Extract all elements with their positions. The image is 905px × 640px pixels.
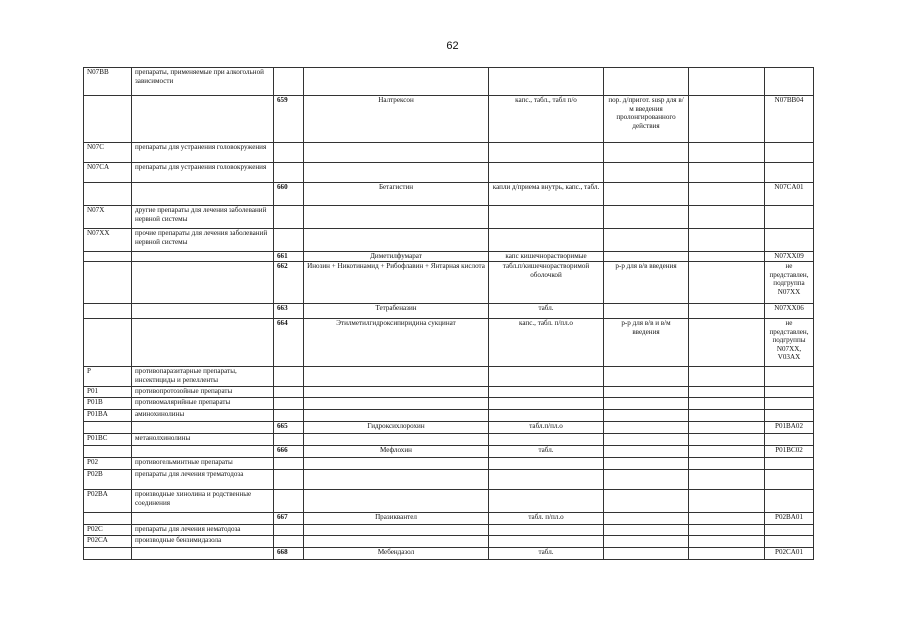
atc-group-code <box>84 446 132 458</box>
dosage-form <box>489 458 604 470</box>
atc-code <box>765 68 814 96</box>
route-form: р-р для в/в и в/м введения <box>604 319 689 367</box>
dosage-form <box>489 229 604 252</box>
row-number <box>274 458 304 470</box>
table-row <box>84 304 814 319</box>
atc-code: P01BA02 <box>765 422 814 434</box>
dosage-form <box>489 68 604 96</box>
drug-name <box>304 490 489 513</box>
row-number <box>274 434 304 446</box>
note-cell <box>689 229 765 252</box>
row-number <box>274 163 304 183</box>
atc-code <box>765 229 814 252</box>
table-row <box>84 319 814 367</box>
table-row <box>84 96 814 143</box>
dosage-form: капли д/приема внутрь, капс., табл. <box>489 183 604 206</box>
drug-name <box>304 470 489 490</box>
dosage-form <box>489 470 604 490</box>
table-row <box>84 262 814 304</box>
atc-group-code: P02CA <box>84 536 132 548</box>
dosage-form <box>489 206 604 229</box>
atc-code: P02CA01 <box>765 548 814 560</box>
page-number: 62 <box>446 40 459 52</box>
note-cell <box>689 513 765 525</box>
dosage-form: табл. <box>489 304 604 319</box>
atc-group-code: P01B <box>84 398 132 410</box>
note-cell <box>689 183 765 206</box>
route-form <box>604 143 689 163</box>
table-row <box>84 410 814 422</box>
group-name: препараты для устранения головокружения <box>132 163 274 183</box>
row-number <box>274 398 304 410</box>
atc-group-code: P01BC <box>84 434 132 446</box>
route-form <box>604 536 689 548</box>
row-number: 662 <box>274 262 304 304</box>
note-cell <box>689 398 765 410</box>
table-row <box>84 163 814 183</box>
drug-name: Гидроксихлорохин <box>304 422 489 434</box>
atc-code <box>765 470 814 490</box>
atc-group-code <box>84 513 132 525</box>
table-row <box>84 183 814 206</box>
drug-name <box>304 387 489 398</box>
dosage-form <box>489 536 604 548</box>
row-number <box>274 536 304 548</box>
row-number: 661 <box>274 252 304 262</box>
table-row <box>84 458 814 470</box>
atc-group-code <box>84 319 132 367</box>
atc-code: не представлен, подгруппа N07XX <box>765 262 814 304</box>
table-row <box>84 513 814 525</box>
atc-code <box>765 434 814 446</box>
atc-group-code <box>84 548 132 560</box>
group-name <box>132 262 274 304</box>
drug-name: Инозин + Никотинамид + Рибофлавин + Янтарная кислота <box>304 262 489 304</box>
table-row <box>84 470 814 490</box>
dosage-form <box>489 410 604 422</box>
table-row <box>84 536 814 548</box>
atc-group-code <box>84 183 132 206</box>
note-cell <box>689 143 765 163</box>
note-cell <box>689 490 765 513</box>
row-number <box>274 410 304 422</box>
table-row <box>84 206 814 229</box>
drug-list-table <box>83 67 814 560</box>
atc-code <box>765 398 814 410</box>
table-row <box>84 143 814 163</box>
group-name: прочие препараты для лечения заболеваний нервной системы <box>132 229 274 252</box>
group-name: метанолхинолины <box>132 434 274 446</box>
dosage-form: капс., табл. п/пл.о <box>489 319 604 367</box>
note-cell <box>689 470 765 490</box>
drug-name <box>304 143 489 163</box>
drug-name <box>304 525 489 536</box>
table-row <box>84 398 814 410</box>
row-number <box>274 367 304 387</box>
route-form <box>604 206 689 229</box>
atc-group-code: P02B <box>84 470 132 490</box>
drug-name <box>304 367 489 387</box>
row-number <box>274 525 304 536</box>
table-row <box>84 446 814 458</box>
atc-group-code: N07C <box>84 143 132 163</box>
dosage-form <box>489 525 604 536</box>
note-cell <box>689 68 765 96</box>
route-form <box>604 525 689 536</box>
route-form: пор. д/пригот. susp для в/м введения пролонгированного действия <box>604 96 689 143</box>
route-form <box>604 367 689 387</box>
row-number <box>274 387 304 398</box>
table-row <box>84 367 814 387</box>
group-name: препараты для устранения головокружения <box>132 143 274 163</box>
route-form <box>604 252 689 262</box>
group-name <box>132 304 274 319</box>
row-number <box>274 490 304 513</box>
dosage-form <box>489 490 604 513</box>
note-cell <box>689 206 765 229</box>
atc-group-code: P01 <box>84 387 132 398</box>
note-cell <box>689 446 765 458</box>
note-cell <box>689 410 765 422</box>
atc-group-code: P02 <box>84 458 132 470</box>
note-cell <box>689 387 765 398</box>
drug-name: Тетрабеназин <box>304 304 489 319</box>
atc-code: N07XX06 <box>765 304 814 319</box>
row-number: 665 <box>274 422 304 434</box>
route-form <box>604 163 689 183</box>
table-row <box>84 490 814 513</box>
route-form <box>604 398 689 410</box>
atc-code <box>765 387 814 398</box>
route-form <box>604 229 689 252</box>
note-cell <box>689 458 765 470</box>
atc-group-code: N07BB <box>84 68 132 96</box>
group-name: производные бензимидазола <box>132 536 274 548</box>
row-number: 668 <box>274 548 304 560</box>
group-name <box>132 548 274 560</box>
atc-code <box>765 410 814 422</box>
table-row <box>84 229 814 252</box>
table-row <box>84 387 814 398</box>
dosage-form <box>489 163 604 183</box>
group-name: другие препараты для лечения заболеваний нервной системы <box>132 206 274 229</box>
drug-name <box>304 458 489 470</box>
atc-code: N07BB04 <box>765 96 814 143</box>
row-number <box>274 229 304 252</box>
group-name <box>132 96 274 143</box>
dosage-form: капс., табл., табл п/о <box>489 96 604 143</box>
atc-code: N07CA01 <box>765 183 814 206</box>
dosage-form <box>489 387 604 398</box>
note-cell <box>689 548 765 560</box>
note-cell <box>689 262 765 304</box>
atc-group-code: N07XX <box>84 229 132 252</box>
drug-name <box>304 398 489 410</box>
group-name <box>132 446 274 458</box>
route-form <box>604 68 689 96</box>
atc-group-code <box>84 252 132 262</box>
atc-code <box>765 458 814 470</box>
group-name: противомалярийные препараты <box>132 398 274 410</box>
route-form <box>604 434 689 446</box>
group-name: препараты, применяемые при алкогольной зависимости <box>132 68 274 96</box>
atc-group-code: N07CA <box>84 163 132 183</box>
drug-name <box>304 163 489 183</box>
drug-name <box>304 434 489 446</box>
dosage-form <box>489 143 604 163</box>
row-number: 659 <box>274 96 304 143</box>
atc-code <box>765 536 814 548</box>
row-number: 664 <box>274 319 304 367</box>
atc-group-code <box>84 262 132 304</box>
atc-group-code <box>84 96 132 143</box>
table-row <box>84 422 814 434</box>
dosage-form: табл. <box>489 446 604 458</box>
route-form <box>604 458 689 470</box>
group-name <box>132 183 274 206</box>
route-form <box>604 470 689 490</box>
atc-group-code: N07X <box>84 206 132 229</box>
note-cell <box>689 422 765 434</box>
row-number <box>274 143 304 163</box>
dosage-form <box>489 367 604 387</box>
note-cell <box>689 304 765 319</box>
atc-code: P01BC02 <box>765 446 814 458</box>
drug-name: Налтрексон <box>304 96 489 143</box>
atc-group-code: P02BA <box>84 490 132 513</box>
note-cell <box>689 252 765 262</box>
atc-code <box>765 525 814 536</box>
route-form <box>604 387 689 398</box>
atc-code: не представлен, подгруппы N07XX, V03AX <box>765 319 814 367</box>
table-row <box>84 68 814 96</box>
table-row <box>84 525 814 536</box>
atc-code <box>765 206 814 229</box>
group-name <box>132 252 274 262</box>
row-number: 666 <box>274 446 304 458</box>
dosage-form: табл.п/кишечнорастворимой оболочкой <box>489 262 604 304</box>
table-row <box>84 252 814 262</box>
drug-name: Бетагистин <box>304 183 489 206</box>
note-cell <box>689 434 765 446</box>
atc-code: P02BA01 <box>765 513 814 525</box>
group-name <box>132 513 274 525</box>
group-name: препараты для лечения трематодоза <box>132 470 274 490</box>
atc-group-code: P01BA <box>84 410 132 422</box>
route-form <box>604 410 689 422</box>
group-name: производные хинолина и родственные соединения <box>132 490 274 513</box>
dosage-form: табл. п/пл.о <box>489 513 604 525</box>
drug-name: Этилметилгидроксипиридина сукцинат <box>304 319 489 367</box>
route-form <box>604 513 689 525</box>
row-number <box>274 206 304 229</box>
note-cell <box>689 96 765 143</box>
group-name <box>132 319 274 367</box>
atc-code <box>765 163 814 183</box>
row-number: 660 <box>274 183 304 206</box>
dosage-form: табл. <box>489 548 604 560</box>
group-name: препараты для лечения нематодоза <box>132 525 274 536</box>
atc-group-code <box>84 304 132 319</box>
route-form: р-р для в/в введения <box>604 262 689 304</box>
atc-code <box>765 143 814 163</box>
group-name: противопаразитарные препараты, инсектициды и репелленты <box>132 367 274 387</box>
route-form <box>604 183 689 206</box>
row-number: 667 <box>274 513 304 525</box>
atc-code <box>765 367 814 387</box>
row-number <box>274 68 304 96</box>
dosage-form: капс кишечнорастворимые <box>489 252 604 262</box>
route-form <box>604 446 689 458</box>
note-cell <box>689 319 765 367</box>
drug-name <box>304 229 489 252</box>
drug-name: Празиквантел <box>304 513 489 525</box>
table-row <box>84 434 814 446</box>
route-form <box>604 422 689 434</box>
table-row <box>84 548 814 560</box>
dosage-form <box>489 398 604 410</box>
atc-group-code: P02C <box>84 525 132 536</box>
dosage-form <box>489 434 604 446</box>
note-cell <box>689 536 765 548</box>
row-number <box>274 470 304 490</box>
group-name: противопротозойные препараты <box>132 387 274 398</box>
route-form <box>604 304 689 319</box>
drug-name: Диметилфумарат <box>304 252 489 262</box>
atc-code: N07XX09 <box>765 252 814 262</box>
drug-name <box>304 206 489 229</box>
dosage-form: табл.п/пл.о <box>489 422 604 434</box>
drug-name <box>304 536 489 548</box>
atc-group-code: P <box>84 367 132 387</box>
note-cell <box>689 367 765 387</box>
group-name: противогельминтные препараты <box>132 458 274 470</box>
route-form <box>604 548 689 560</box>
group-name: аминохинолины <box>132 410 274 422</box>
drug-name <box>304 410 489 422</box>
drug-name: Мебендазол <box>304 548 489 560</box>
group-name <box>132 422 274 434</box>
note-cell <box>689 163 765 183</box>
note-cell <box>689 525 765 536</box>
atc-group-code <box>84 422 132 434</box>
atc-code <box>765 490 814 513</box>
drug-name <box>304 68 489 96</box>
route-form <box>604 490 689 513</box>
row-number: 663 <box>274 304 304 319</box>
drug-name: Мефлохин <box>304 446 489 458</box>
